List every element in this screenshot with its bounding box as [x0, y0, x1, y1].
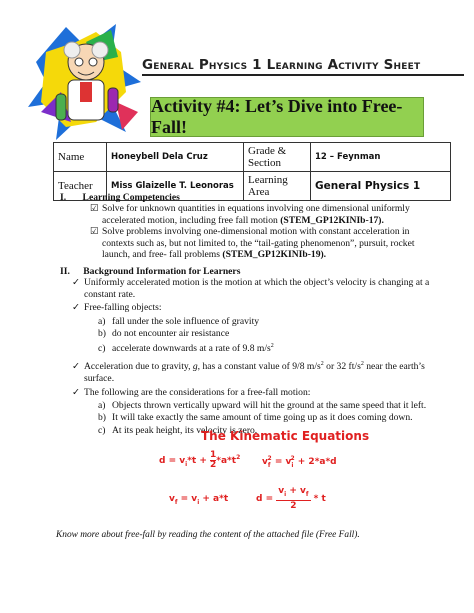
list-letter: c): [98, 424, 106, 436]
eq-part: v: [262, 457, 268, 467]
checkbox-checked-icon: ☑: [90, 226, 99, 238]
bg-point-3-a: Acceleration due to gravity,: [84, 360, 193, 372]
superscript: 2: [270, 342, 274, 349]
table-row: [54, 143, 451, 172]
subscript: i: [185, 460, 188, 468]
subscript: f: [267, 461, 271, 469]
grade-value: 12 – Feynman: [311, 143, 451, 172]
list-item: Objects thrown vertically upward will hit the ground at the same speed that it left.: [112, 399, 427, 411]
checkmark-icon: ✓: [72, 360, 81, 372]
bg-point-3-c: or 32 ft/s: [323, 360, 361, 372]
competency-1-code: (STEM_GP12KINIb-17).: [280, 214, 384, 226]
eq-part: * t: [310, 493, 326, 504]
bg-point-3-b: , has a constant value of 9/8 m/s: [197, 360, 321, 372]
list-letter: a): [98, 315, 106, 327]
section-2-number: II.: [60, 266, 70, 277]
subscript: i: [197, 498, 200, 506]
section-1-heading: [60, 192, 180, 203]
subscript: f: [174, 498, 178, 506]
list-letter: b): [98, 328, 106, 340]
sheet-title: General Physics 1 Learning Activity Sheet: [142, 57, 421, 73]
background-info: [72, 277, 452, 437]
subscript: i: [284, 490, 287, 498]
list-item: It will take exactly the same amount of time going up as it does coming down.: [112, 412, 413, 424]
eq-part: + 2*a*d: [294, 457, 337, 467]
competency-2-code: (STEM_GP12KINIb-19).: [222, 249, 327, 261]
list-item: do not encounter air resistance: [112, 328, 230, 340]
bg-point-4: The following are the considerations for a free-fall motion:: [84, 387, 311, 399]
bg-point-3-e: surface.: [84, 372, 115, 384]
bg-point-3-d: near the earth’s: [363, 360, 425, 372]
section-2-title: Background Information for Learners: [83, 266, 241, 277]
teacher-label: Teacher: [54, 172, 107, 201]
equation-displacement: [159, 451, 240, 470]
competency-1-line2: accelerated motion, including free fall motion: [102, 214, 281, 226]
eq-part: d = v: [159, 456, 186, 466]
eq-part: d =: [256, 493, 277, 504]
competency-2-line2: contexts such as, but not limited to, the “tail-gating phenomenon”, pursuit, rocket: [102, 237, 415, 249]
superscript: 2: [360, 360, 364, 367]
gravity-symbol: g: [192, 360, 198, 372]
section-2-heading: [60, 266, 240, 277]
name-value: Honeybell Dela Cruz: [107, 143, 244, 172]
competency-list: [90, 203, 450, 261]
eq-part: v: [169, 494, 175, 504]
checkbox-checked-icon: ☑: [90, 203, 99, 214]
list-letter: c): [98, 343, 106, 355]
eq-part: = v: [271, 457, 292, 467]
list-item: fall under the sole influence of gravity: [112, 315, 260, 327]
scientist-cartoon-icon: [26, 22, 144, 142]
eq-part: *a*t: [216, 456, 237, 466]
superscript: 2: [320, 360, 324, 367]
checkmark-icon: ✓: [72, 277, 81, 288]
area-value: General Physics 1: [311, 172, 451, 201]
teacher-value: Miss Glaizelle T. Leonoras: [107, 172, 244, 201]
fraction-denominator: 2: [290, 500, 297, 511]
superscript: 2: [267, 455, 272, 462]
activity-title: Activity #4: Let’s Dive into Free-Fall!: [151, 96, 403, 137]
grade-label: Grade & Section: [244, 143, 311, 172]
eq-part: v: [278, 486, 285, 496]
bg-point-1-line1: Uniformly accelerated motion is the motion at which the object’s velocity is changing at a: [84, 277, 430, 288]
activity-banner: [150, 97, 424, 137]
title-divider: [142, 74, 464, 76]
list-letter: b): [98, 412, 106, 424]
fraction-denominator: 2: [210, 460, 217, 470]
fraction-numerator: 1: [210, 450, 217, 460]
competency-1-line1: Solve for unknown quantities in equations involving one dimensional uniformly: [102, 203, 410, 214]
bg-point-1-line2: constant rate.: [84, 288, 136, 300]
kinematic-equations-title: The Kinematic Equations: [201, 429, 370, 443]
section-1-number: I.: [60, 192, 67, 203]
eq-part: *t +: [187, 456, 211, 466]
fraction: [276, 486, 310, 512]
eq-part: = v: [177, 494, 198, 504]
bg-point-2: Free-falling objects:: [84, 302, 162, 314]
eq-part: + v: [286, 486, 306, 496]
equation-velocity-squared: [262, 455, 337, 469]
equation-final-velocity: [169, 494, 228, 506]
checkmark-icon: ✓: [72, 387, 81, 399]
list-item: accelerate downwards at a rate of 9.8 m/s: [112, 343, 271, 355]
list-letter: a): [98, 399, 106, 411]
subscript: f: [305, 490, 309, 498]
superscript: 2: [290, 455, 295, 462]
list-item: At its peak height, its velocity is zero.: [112, 424, 258, 436]
area-label: Learning Area: [244, 172, 311, 201]
equation-average-velocity: [256, 486, 326, 512]
section-1-title: Learning Competencies: [82, 192, 180, 203]
superscript: 2: [236, 454, 241, 461]
checkmark-icon: ✓: [72, 302, 81, 314]
freefall-sublist: [72, 316, 452, 355]
name-label: Name: [54, 143, 107, 172]
eq-part: + a*t: [199, 494, 229, 504]
subscript: i: [291, 461, 294, 469]
competency-2-line1: Solve problems involving one-dimensional motion with constant acceleration in: [102, 226, 410, 238]
footer-note: Know more about free-fall by reading the content of the attached file (Free Fall).: [56, 530, 360, 540]
competency-2-line3: launch, and free- fall problems: [102, 249, 223, 261]
